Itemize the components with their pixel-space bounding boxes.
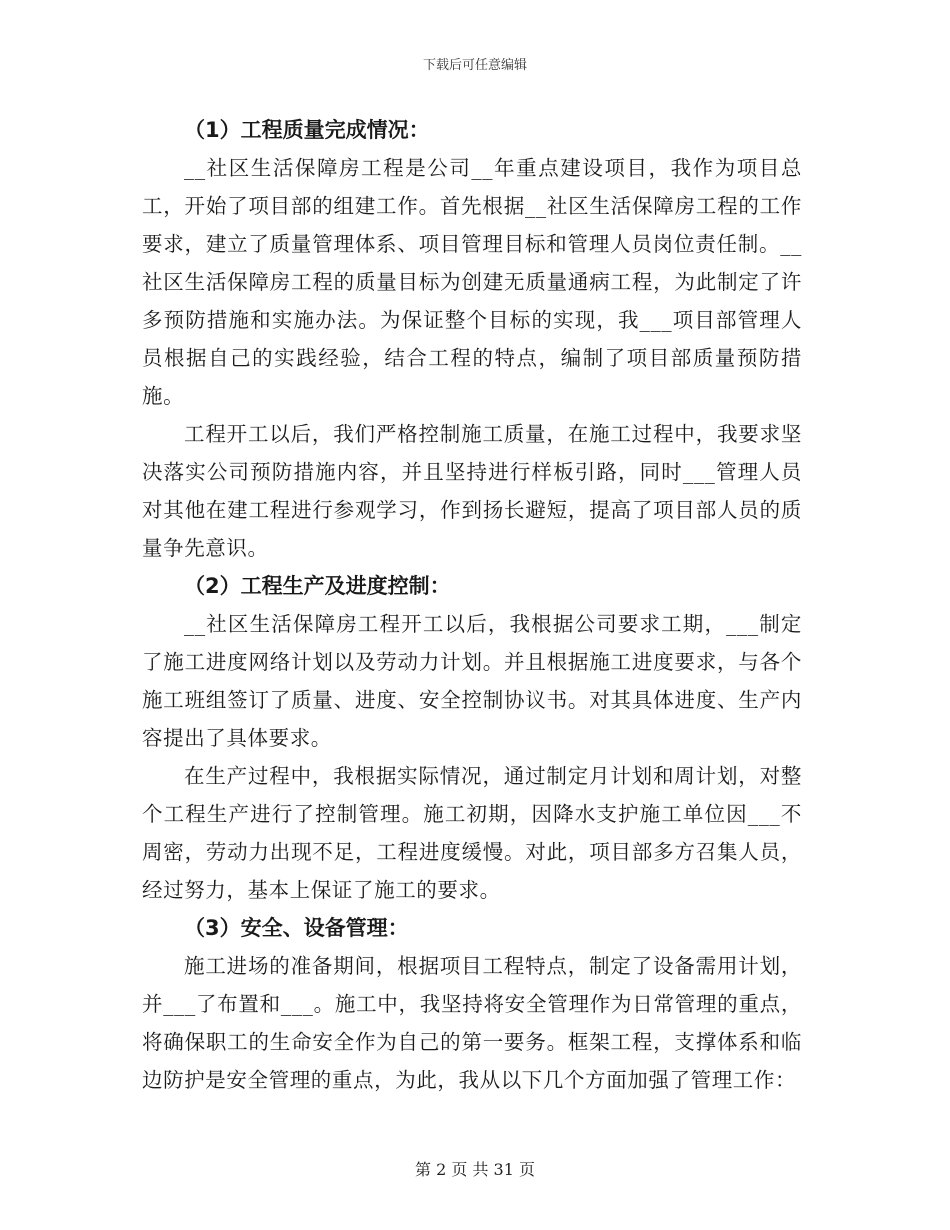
paragraph: 施工进场的准备期间，根据项目工程特点，制定了设备需用计划，并___了布置和___。施工中，我坚持将安全管理作为日常管理的重点，将确保职工的生命安全作为自己的第一要务。框架工程，支撑体系和临边防护是安全管理的重点，为此，我从以下几个方面加强了管理工作： <box>142 954 802 1092</box>
page-number: 第 2 页 共 31 页 <box>415 1160 535 1179</box>
section-heading: （2）工程生产及进度控制： <box>184 574 451 598</box>
paragraph: 工程开工以后，我们严格控制施工质量，在施工过程中，我要求坚决落实公司预防措施内容，并且坚持进行样板引路，同时___管理人员对其他在建工程进行参观学习，作到扬长避短，提高了项目部人员的质量争先意识。 <box>142 422 802 560</box>
paragraph: 在生产过程中，我根据实际情况，通过制定月计划和周计划，对整个工程生产进行了控制管理。施工初期，因降水支护施工单位因___不周密，劳动力出现不足，工程进度缓慢。对此，项目部多方召集人员，经过努力，基本上保证了施工的要求。 <box>142 764 802 902</box>
section-heading: （3）安全、设备管理： <box>184 916 409 940</box>
document-body <box>142 111 802 1099</box>
section-progress <box>142 567 802 909</box>
section-heading: （1）工程质量完成情况： <box>184 118 430 142</box>
paragraph: __社区生活保障房工程开工以后，我根据公司要求工期，___制定了施工进度网络计划以及劳动力计划。并且根据施工进度要求，与各个施工班组签订了质量、进度、安全控制协议书。对其具体进度、生产内容提出了具体要求。 <box>142 612 802 750</box>
paragraph: __社区生活保障房工程是公司__年重点建设项目，我作为项目总工，开始了项目部的组建工作。首先根据__社区生活保障房工程的工作要求，建立了质量管理体系、项目管理目标和管理人员岗位责任制。__社区生活保障房工程的质量目标为创建无质量通病工程，为此制定了许多预防措施和实施办法。为保证整个目标的实现，我___项目部管理人员根据自己的实践经验，结合工程的特点，编制了项目部质量预防措施。 <box>142 156 802 408</box>
section-safety <box>142 909 802 1099</box>
section-quality <box>142 111 802 567</box>
page-header-note: 下载后可任意编辑 <box>422 58 527 73</box>
